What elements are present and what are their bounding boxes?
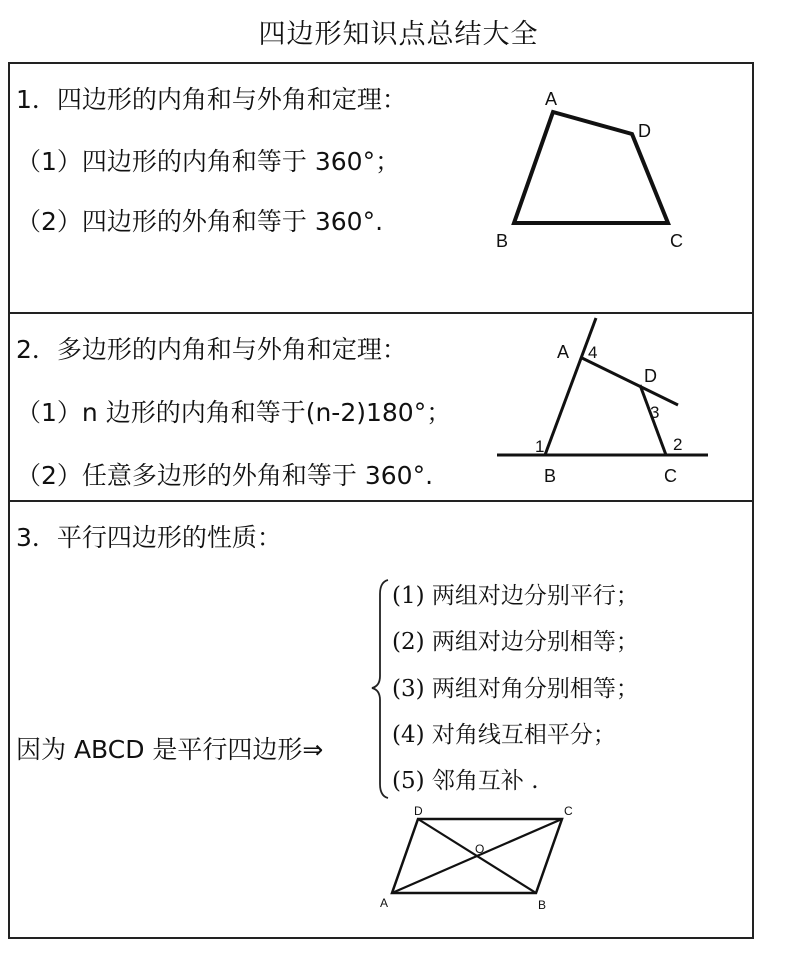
section1-item-2: （2）四边形的外角和等于 360°. [16,207,384,236]
exterior-angle-figure [497,318,708,486]
vertex-label: C [564,804,573,818]
vertex-label: O [475,842,485,856]
section3-premise: 因为 ABCD 是平行四边形⇒ [16,735,324,764]
section1-heading: 1．四边形的内角和与外角和定理： [16,85,407,114]
vertex-label: D [644,366,657,386]
section2-item-2: （2）任意多边形的外角和等于 360°. [16,461,434,490]
quadrilateral-figure [496,89,683,251]
section2-item-1: （1）n 边形的内角和等于(n-2)180°； [16,398,452,427]
angle-label: 3 [650,403,660,422]
page-title: 四边形知识点总结大全 [258,19,539,50]
left-brace [372,580,388,798]
property-item: (5) 邻角互补 . [392,768,539,794]
property-item: (1) 两组对边分别平行； [392,583,639,609]
property-item: (2) 两组对边分别相等； [392,629,639,655]
vertex-label: B [538,898,547,912]
section3-heading: 3．平行四边形的性质： [16,523,282,552]
angle-label: 1 [535,437,545,456]
vertex-label: C [664,466,677,486]
vertex-label: A [557,342,570,362]
section1-item-1: （1）四边形的内角和等于 360°； [16,147,401,176]
vertex-label: C [670,231,683,251]
vertex-label: D [638,121,651,141]
vertex-label: B [544,466,557,486]
vertex-label: A [380,896,389,910]
property-item: (3) 两组对角分别相等； [392,676,639,702]
angle-label: 4 [588,343,598,362]
property-item: (4) 对角线互相平分； [392,722,616,748]
vertex-label: B [496,231,509,251]
angle-label: 2 [673,435,683,454]
section2-heading: 2．多边形的内角和与外角和定理： [16,335,407,364]
vertex-label: A [545,89,558,109]
parallelogram-figure [380,804,573,912]
vertex-label: D [414,804,423,818]
